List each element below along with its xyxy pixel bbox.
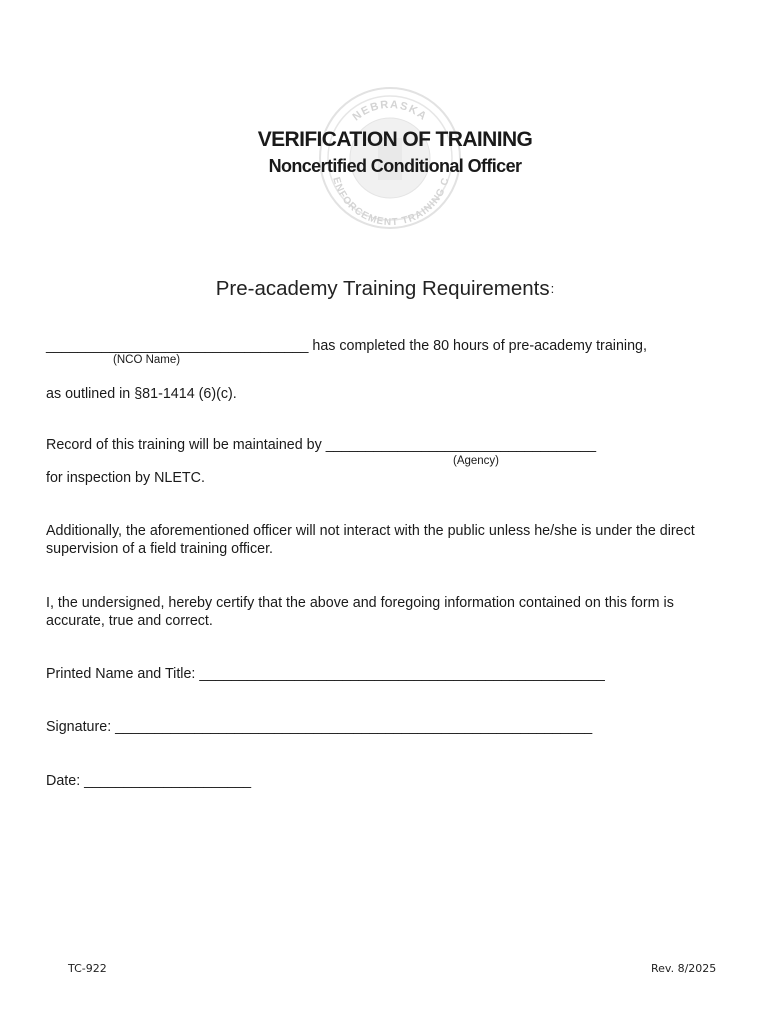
statute-reference: as outlined in §81-1414 (6)(c). <box>46 386 237 402</box>
signature-field[interactable]: Signature: ____________________________________________________________ <box>46 719 593 735</box>
document-subtitle: Noncertified Conditional Officer <box>268 156 522 176</box>
section-heading-colon: : <box>550 281 555 296</box>
nco-name-line[interactable]: _________________________________ has completed the 80 hours of pre-academy training, <box>46 338 647 354</box>
seal-bottom-text: ENFORCEMENT TRAINING C <box>330 175 452 229</box>
printed-name-title-field[interactable]: Printed Name and Title: ___________________________________________________ <box>46 666 605 682</box>
document-title: VERIFICATION OF TRAINING <box>257 128 533 151</box>
agency-caption: (Agency) <box>453 455 500 467</box>
agency-line[interactable]: Record of this training will be maintained by __________________________________ <box>46 437 597 453</box>
seal-top-text: NEBRASKA <box>350 98 430 124</box>
nco-name-caption: (NCO Name) <box>113 354 181 366</box>
date-field[interactable]: Date: _____________________ <box>46 773 252 789</box>
section-heading-text: Pre-academy Training Requirements <box>215 277 550 300</box>
supervision-paragraph: Additionally, the aforementioned officer will not interact with the public unless he/she is under the direct supervision of a field training officer. <box>46 523 695 557</box>
inspection-text: for inspection by NLETC. <box>46 470 205 486</box>
revision-date: Rev. 8/2025 <box>651 962 717 975</box>
certification-paragraph: I, the undersigned, hereby certify that the above and foregoing information contained on this form is accurate, true and correct. <box>46 595 674 629</box>
section-heading <box>0 277 770 301</box>
form-id: TC-922 <box>68 962 107 975</box>
